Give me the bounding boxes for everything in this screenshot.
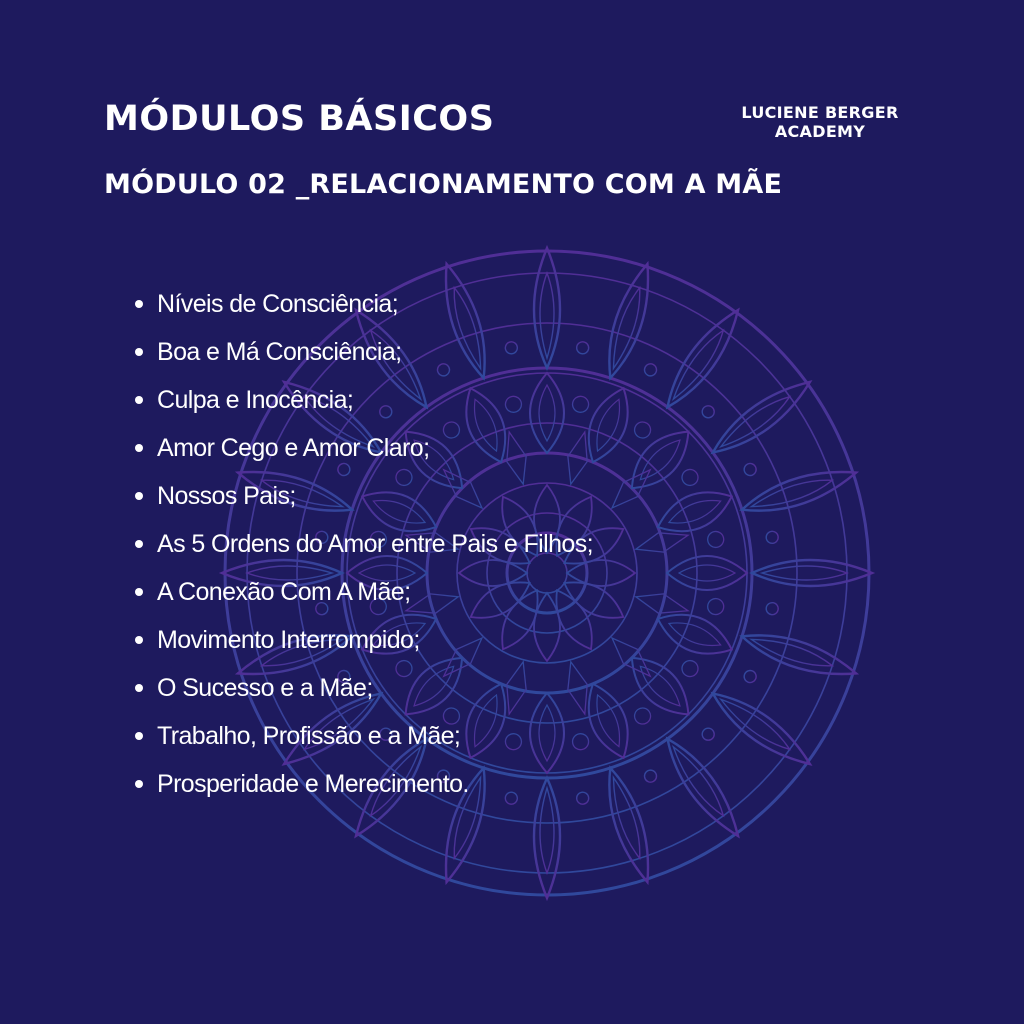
brand-name-line: LUCIENE BERGER [741,103,899,122]
bullet-icon [135,492,143,500]
bullet-icon [135,588,143,596]
topic-text: Amor Cego e Amor Claro; [157,434,430,462]
bullet-icon [135,780,143,788]
bullet-icon [135,396,143,404]
topic-text: Trabalho, Profissão e a Mãe; [157,722,461,750]
topic-text: Prosperidade e Merecimento. [157,770,469,798]
topic-text: A Conexão Com A Mãe; [157,578,411,606]
list-item [132,472,593,520]
list-item [132,376,593,424]
module-subtitle: MÓDULO 02 _RELACIONAMENTO COM A MÃE [104,169,783,200]
list-item [132,328,593,376]
bullet-icon [135,732,143,740]
list-item [132,616,593,664]
bullet-icon [135,684,143,692]
topic-text: As 5 Ordens do Amor entre Pais e Filhos; [157,530,593,558]
topic-text: O Sucesso e a Mãe; [157,674,373,702]
list-item [132,520,593,568]
list-item [132,568,593,616]
brand-logo [720,103,920,141]
topic-text: Movimento Interrompido; [157,626,420,654]
bullet-icon [135,300,143,308]
list-item [132,664,593,712]
topic-text: Boa e Má Consciência; [157,338,402,366]
topic-list [132,280,593,808]
topic-text: Nossos Pais; [157,482,296,510]
brand-academy-line: ACADEMY [774,122,866,141]
bullet-icon [135,636,143,644]
bullet-icon [135,540,143,548]
list-item [132,280,593,328]
bullet-icon [135,348,143,356]
list-item [132,424,593,472]
topic-text: Níveis de Consciência; [157,290,399,318]
page-title: MÓDULOS BÁSICOS [104,99,495,139]
bullet-icon [135,444,143,452]
list-item [132,712,593,760]
topic-text: Culpa e Inocência; [157,386,354,414]
list-item [132,760,593,808]
